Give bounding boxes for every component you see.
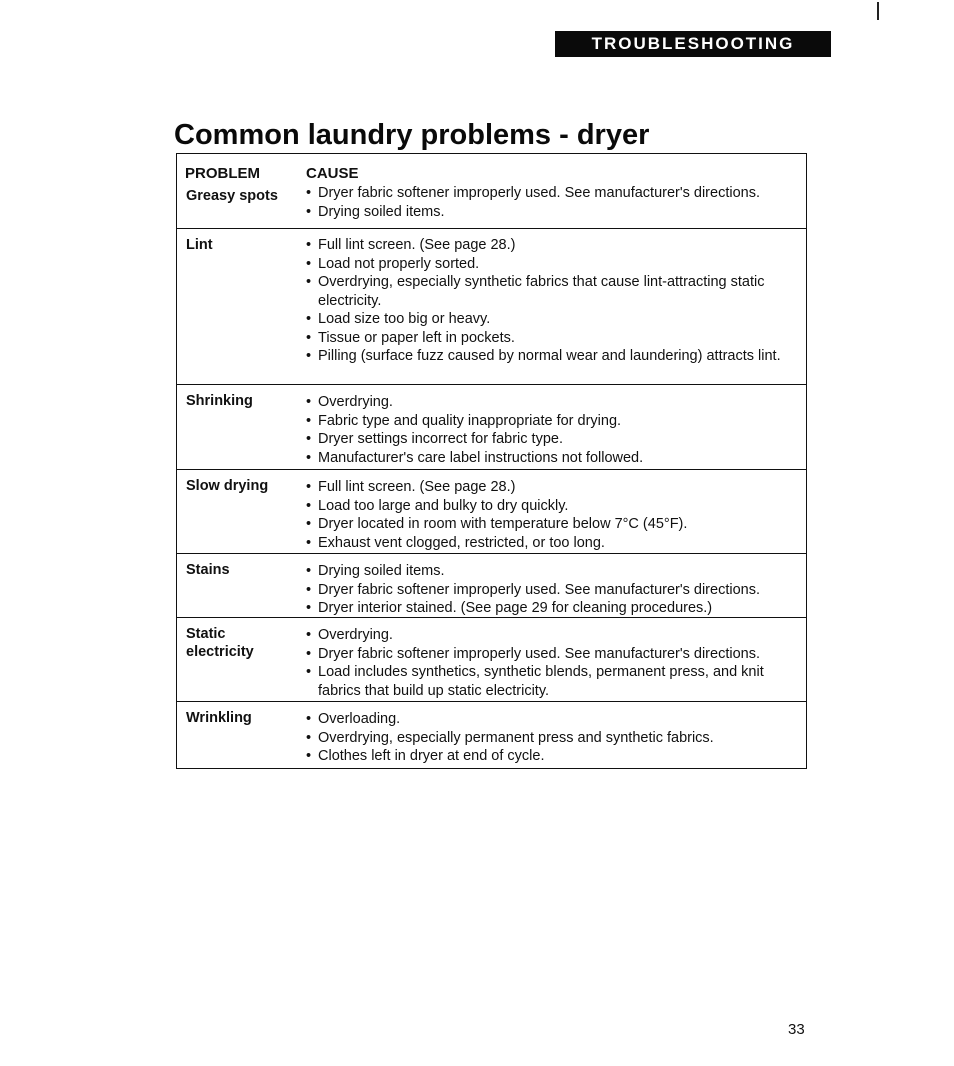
- column-header-cause: CAUSE: [306, 165, 359, 182]
- table-row: [177, 554, 806, 618]
- table-header: [177, 154, 806, 182]
- table-row: [177, 182, 806, 229]
- cause-list: [306, 710, 806, 768]
- problem-label: Shrinking: [186, 393, 253, 409]
- table-row: [177, 618, 806, 702]
- cause-item: • Dryer fabric softener improperly used. See manufacturer's directions.: [306, 184, 806, 203]
- table-row: [177, 385, 806, 470]
- cause-item: • Dryer located in room with temperature below 7°C (45°F).: [306, 515, 806, 534]
- cause-item: • Exhaust vent clogged, restricted, or too long.: [306, 534, 806, 553]
- cause-item: • Overdrying, especially permanent press and synthetic fabrics.: [306, 729, 806, 748]
- column-header-problem: PROBLEM: [185, 165, 260, 182]
- table-row: [177, 470, 806, 554]
- page-title: Common laundry problems - dryer: [174, 119, 650, 151]
- cause-item: • Overdrying.: [306, 626, 806, 645]
- cause-item: • Drying soiled items.: [306, 203, 806, 222]
- cause-list: [306, 184, 806, 228]
- cause-list: [306, 478, 806, 553]
- cause-item: • Overdrying.: [306, 393, 806, 412]
- cause-item: • Overdrying, especially synthetic fabrics that cause lint-attracting static electricity.: [306, 273, 806, 310]
- cause-item: • Dryer interior stained. (See page 29 for cleaning procedures.): [306, 599, 806, 618]
- cause-list: [306, 236, 806, 384]
- problem-label: Stains: [186, 562, 230, 578]
- cause-item: • Clothes left in dryer at end of cycle.: [306, 747, 806, 766]
- problem-label: Greasy spots: [186, 188, 278, 204]
- cause-item: • Load not properly sorted.: [306, 255, 806, 274]
- cause-item: • Tissue or paper left in pockets.: [306, 329, 806, 348]
- cause-list: [306, 562, 806, 617]
- cause-item: • Fabric type and quality inappropriate for drying.: [306, 412, 806, 431]
- troubleshooting-table: [176, 153, 807, 769]
- cause-list: [306, 626, 806, 701]
- problem-label: Static electricity: [186, 626, 254, 660]
- table-row: [177, 229, 806, 385]
- problem-label: Lint: [186, 237, 213, 253]
- cause-item: • Dryer fabric softener improperly used. See manufacturer's directions.: [306, 581, 806, 600]
- cause-item: • Manufacturer's care label instructions not followed.: [306, 449, 806, 468]
- cause-item: • Full lint screen. (See page 28.): [306, 478, 806, 497]
- cause-item: • Full lint screen. (See page 28.): [306, 236, 806, 255]
- cause-item: • Overloading.: [306, 710, 806, 729]
- table-row: [177, 702, 806, 768]
- page-edge-mark: [877, 2, 879, 20]
- cause-item: • Drying soiled items.: [306, 562, 806, 581]
- problem-label: Slow drying: [186, 478, 269, 494]
- cause-item: • Load includes synthetics, synthetic blends, permanent press, and knit fabrics that build up static electricity.: [306, 663, 806, 700]
- problem-label: Wrinkling: [186, 710, 252, 726]
- cause-item: • Pilling (surface fuzz caused by normal wear and laundering) attracts lint.: [306, 347, 806, 366]
- section-banner: TROUBLESHOOTING: [555, 31, 831, 57]
- page-number: 33: [788, 1021, 805, 1038]
- cause-item: • Dryer fabric softener improperly used. See manufacturer's directions.: [306, 645, 806, 664]
- cause-item: • Dryer settings incorrect for fabric type.: [306, 430, 806, 449]
- cause-list: [306, 393, 806, 469]
- cause-item: • Load too large and bulky to dry quickly.: [306, 497, 806, 516]
- cause-item: • Load size too big or heavy.: [306, 310, 806, 329]
